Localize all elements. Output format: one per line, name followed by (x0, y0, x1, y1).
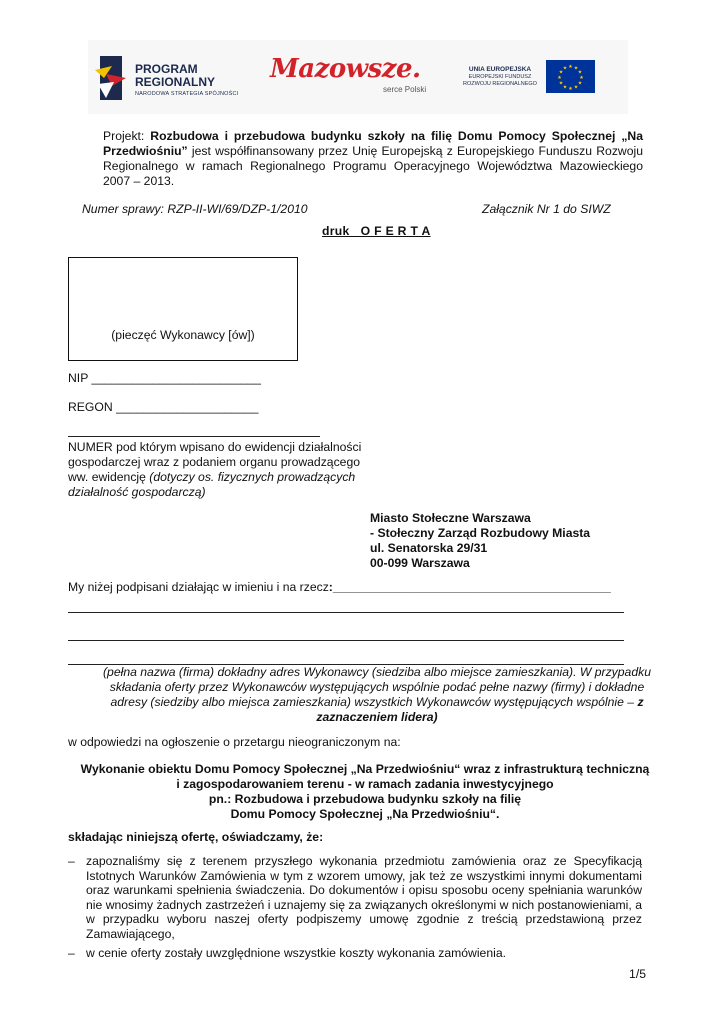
svg-text:★: ★ (577, 69, 583, 76)
svg-text:★: ★ (577, 80, 583, 87)
stamp-caption: (pieczęć Wykonawcy [ów]) (111, 328, 255, 342)
attachment-label: Załącznik Nr 1 do SIWZ (482, 202, 611, 216)
mazowsze-logo: Mazowsze. (270, 54, 421, 84)
page-number: 1/5 (629, 967, 646, 981)
program-logo-subtitle: NARODOWA STRATEGIA SPÓJNOŚCI (135, 91, 239, 97)
svg-text:★: ★ (562, 84, 568, 91)
declaration-heading: składając niniejszą ofertę, oświadczamy, że: (68, 830, 324, 844)
signatory-line[interactable]: My niżej podpisani działając w imieniu i na rzecz:_________________________________________ (68, 580, 611, 594)
contractor-name-line-1[interactable] (68, 612, 624, 613)
declaration-item: zapoznaliśmy się z terenem przyszłego wykonania przedmiotu zamówienia oraz ze Specyfikacją Istotnych Warunków Zamówienia w tym z wzorem umowy, jak też ze wszystkimi innymi dokumentami oraz warunkami spełnienia świadczenia. Do dokumentów i opisu sposobu oceny spełniania warunków nie wnosimy żadnych zastrzeżeń i uznajemy się za związanych określonymi w nich postanowieniami, a w przypadku wyboru naszej oferty podpiszemy umowę zgodnie z treścią przedstawioną przez Zamawiającego, (86, 854, 642, 941)
svg-text:★: ★ (562, 65, 568, 72)
program-logo-text: PROGRAM REGIONALNY (135, 62, 216, 89)
mazowsze-logo-subtitle: serce Polski (383, 85, 427, 94)
case-number: Numer sprawy: RZP-II-WI/69/DZP-1/2010 (82, 202, 308, 216)
svg-text:★: ★ (568, 64, 573, 70)
svg-text:★: ★ (558, 69, 564, 76)
svg-text:★: ★ (558, 80, 564, 87)
svg-text:★: ★ (568, 86, 573, 92)
svg-text:★: ★ (573, 65, 579, 72)
bullet-dash: – (68, 854, 75, 868)
eu-flag-icon (546, 60, 595, 93)
bullet-dash: – (68, 946, 75, 960)
stamp-box[interactable] (68, 257, 298, 361)
tender-title: Wykonanie obiektu Domu Pomocy Społecznej „Na Przedwiośniu“ wraz z infrastrukturą techniczną i zagospodarowaniem terenu - w ramach zadania inwestycyjnego pn.: Rozbudowa i przebudowa budynku szkoły na filię Domu Pomocy Społecznej „Na Przedwiośniu“. (80, 762, 650, 821)
register-number-line[interactable] (68, 436, 320, 437)
svg-text:★: ★ (573, 84, 579, 91)
project-paragraph: Projekt: Rozbudowa i przebudowa budynku szkoły na filię Domu Pomocy Społecznej „Na Przedwiośniu” jest współfinansowany przez Unię Europejską z Europejskiego Funduszu Rozwoju Regionalnego w ramach Regionalnego Programu Operacyjnego Województwa Mazowieckiego 2007 – 2013. (103, 129, 643, 188)
declaration-item: w cenie oferty zostały uwzględnione wszystkie koszty wykonania zamówienia. (86, 946, 506, 960)
document-title: druk O F E R T A (322, 224, 431, 238)
nip-field[interactable]: NIP _________________________ (68, 371, 261, 385)
tender-intro: w odpowiedzi na ogłoszenie o przetargu nieograniczonym na: (68, 735, 401, 749)
register-note: NUMER pod którym wpisano do ewidencji działalności gospodarczej wraz z podaniem organu prowadzącego ww. ewidencję (dotyczy os. fizycznych prowadzących działalność gospodarczą) (68, 440, 362, 499)
svg-text:★: ★ (557, 75, 562, 81)
regon-field[interactable]: REGON _____________________ (68, 400, 259, 414)
recipient-address: Miasto Stołeczne Warszawa - Stołeczny Zarząd Rozbudowy Miasta ul. Senatorska 29/31 00-099 Warszawa (370, 511, 591, 570)
program-regionalny-logo-icon (92, 52, 130, 104)
contractor-name-line-2[interactable] (68, 640, 624, 641)
project-title: Rozbudowa i przebudowa budynku szkoły na filię Domu Pomocy Społecznej „Na Przedwiośniu” (103, 129, 643, 158)
contractor-name-note: (pełna nazwa (firma) dokładny adres Wykonawcy (siedziba albo miejsce zamieszkania). W przypadku składania oferty przez Wykonawców występujących wspólnie podać pełne nazwy (firmy) i dokładne adresy (siedziby albo miejsca zamieszkania) wszystkich Wykonawców występujących wspólnie – z zaznaczeniem lidera) (103, 665, 651, 724)
svg-text:★: ★ (579, 75, 584, 81)
eu-logo-text: UNIA EUROPEJSKA EUROPEJSKI FUNDUSZ ROZWOJU REGIONALNEGO (463, 66, 537, 87)
